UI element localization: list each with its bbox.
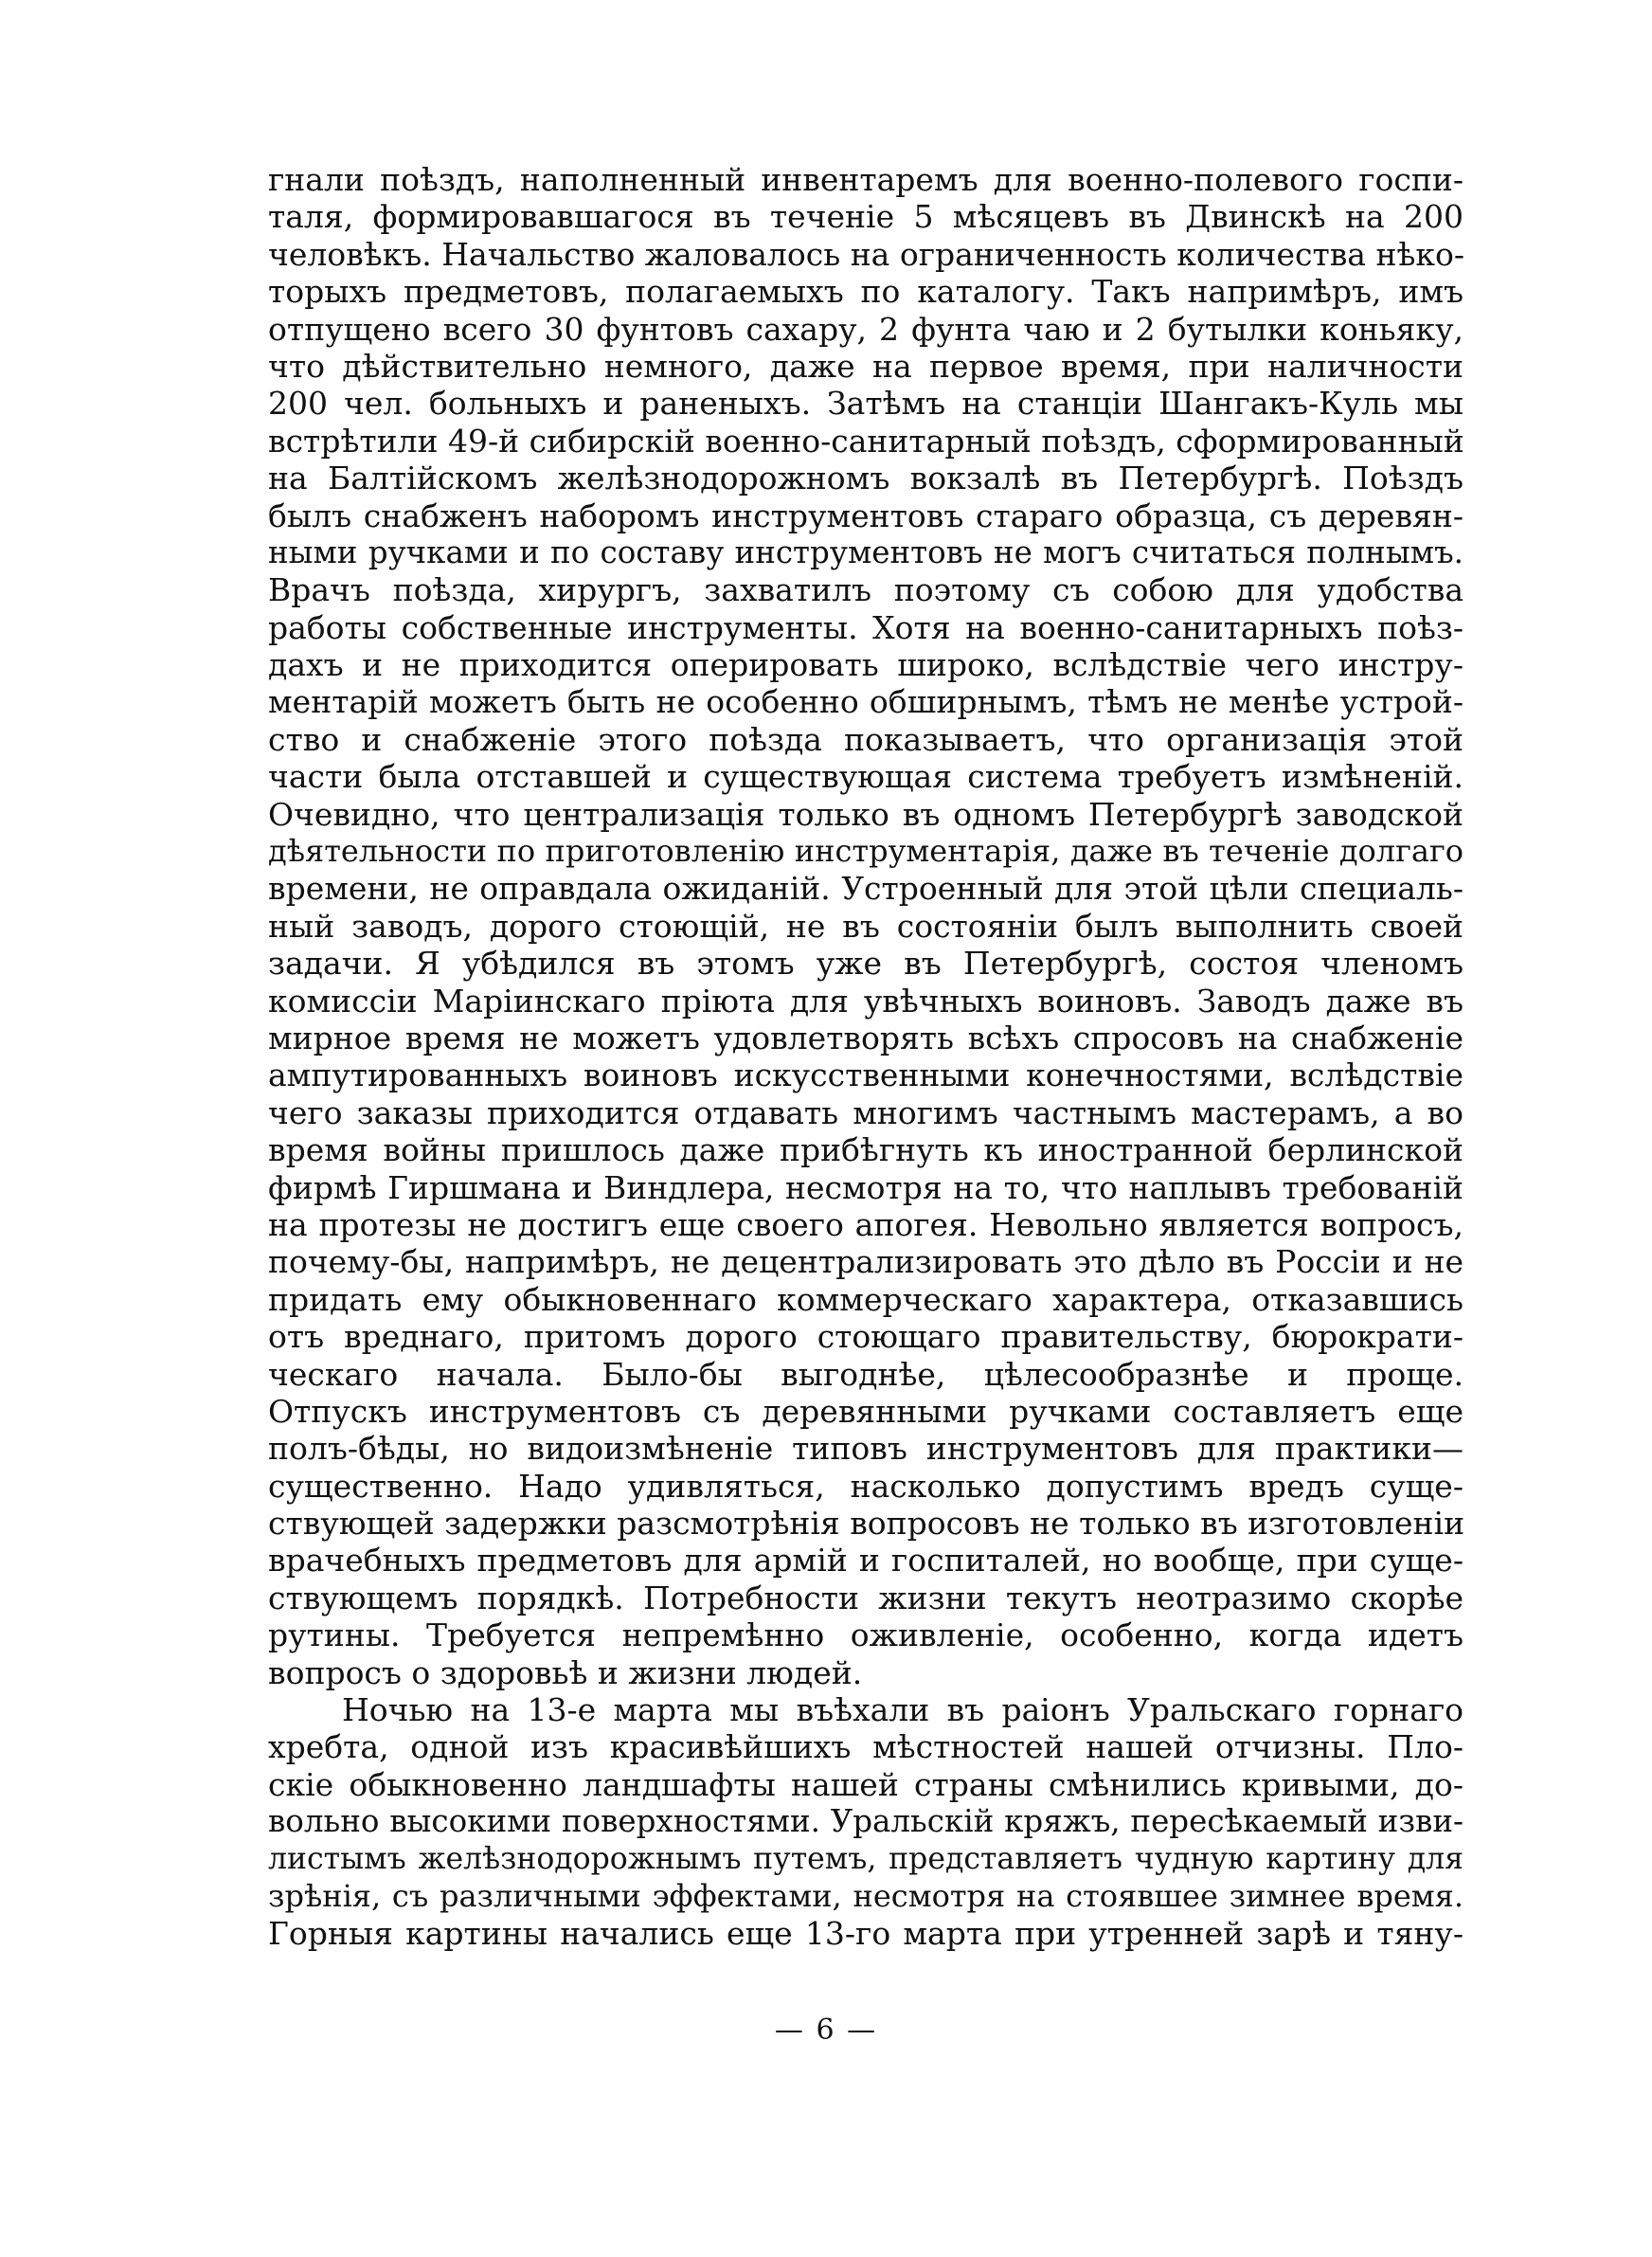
text-line: ство и снабженіе этого поѣзда показываетъ, что организація этой (268, 720, 1463, 758)
text-line: Ночью на 13-е марта мы въѣхали въ раіонъ Уральскаго горнаго (342, 1691, 1463, 1729)
text-line: ный заводъ, дорого стоющій, не въ состояніи былъ выполнить своей (268, 907, 1463, 945)
text-line: скіе обыкновенно ландшафты нашей страны смѣнились кривыми, до- (268, 1765, 1463, 1803)
text-line: части была отставшей и существующая система требуетъ измѣненій. (268, 758, 1463, 796)
text-line: время войны пришлось даже прибѣгнуть къ иностранной берлинской (268, 1131, 1463, 1169)
text-line: вольно высокими поверхностями. Уральскій кряжъ, пересѣкаемый изви- (268, 1803, 1463, 1840)
text-line: существенно. Надо удивляться, насколько допустимъ вредъ суще- (268, 1467, 1463, 1505)
text-line: ческаго начала. Было-бы выгоднѣе, цѣлесообразнѣе и проще. (268, 1355, 1463, 1393)
text-line: таля, формировавшагося въ теченіе 5 мѣсяцевъ въ Двинскѣ на 200 (268, 198, 1463, 236)
text-line: Врачъ поѣзда, хирургъ, захватилъ поэтому съ собою для удобства (268, 571, 1463, 609)
text-line: отъ вреднаго, притомъ дорого стоющаго правительству, бюрократи- (268, 1318, 1463, 1356)
text-line: ментарій можетъ быть не особенно обширнымъ, тѣмъ не менѣе устрой- (268, 683, 1463, 721)
text-line: зрѣнія, съ различными эффектами, несмотря на стоявшее зимнее время. (268, 1877, 1463, 1914)
text-line: времени, не оправдала ожиданій. Устроенный для этой цѣли специаль- (268, 870, 1463, 908)
text-line: отпущено всего 30 фунтовъ сахару, 2 фунта чаю и 2 бутылки коньяку, (268, 310, 1463, 348)
text-line: торыхъ предметовъ, полагаемыхъ по каталогу. Такъ напримѣръ, имъ (268, 273, 1463, 311)
text-line: Горныя картины начались еще 13-го марта при утренней зарѣ и тяну- (268, 1915, 1463, 1953)
text-line: придать ему обыкновеннаго коммерческаго характера, отказавшись (268, 1280, 1463, 1318)
text-line: полъ-бѣды, но видоизмѣненіе типовъ инструментовъ для практики— (268, 1430, 1463, 1468)
text-line: хребта, одной изъ красивѣйшихъ мѣстностей нашей отчизны. Пло- (268, 1728, 1463, 1766)
body-text (268, 161, 1463, 1953)
text-line: рутины. Требуется непремѣнно оживленіе, особенно, когда идетъ (268, 1616, 1463, 1654)
text-line: на Балтійскомъ желѣзнодорожномъ вокзалѣ въ Петербургѣ. Поѣздъ (268, 460, 1463, 497)
text-line: что дѣйствительно немного, даже на первое время, при наличности (268, 347, 1463, 385)
text-line: встрѣтили 49-й сибирскій военно-санитарный поѣздъ, сформированный (268, 422, 1464, 460)
page-number: — 6 — (774, 2013, 878, 2047)
text-line: Отпускъ инструментовъ съ деревянными ручками составляетъ еще (268, 1392, 1463, 1430)
text-line: почему-бы, напримѣръ, не децентрализировать это дѣло въ Россіи и не (268, 1243, 1463, 1281)
text-line: листымъ желѣзнодорожнымъ путемъ, представляетъ чудную картину для (268, 1841, 1463, 1876)
text-line: работы собственные инструменты. Хотя на военно-санитарныхъ поѣз- (268, 608, 1463, 646)
text-line: задачи. Я убѣдился въ этомъ уже въ Петербургѣ, состоя членомъ (268, 945, 1463, 983)
text-line: фирмѣ Гиршмана и Виндлера, несмотря на то, что наплывъ требованій (268, 1168, 1463, 1206)
text-line: былъ снабженъ наборомъ инструментовъ стараго образца, съ деревян- (268, 497, 1463, 534)
text-line: ампутированныхъ воиновъ искусственными конечностями, вслѣдствіе (268, 1056, 1463, 1094)
text-line: комиссіи Маріинскаго пріюта для увѣчныхъ воиновъ. Заводъ даже въ (268, 982, 1463, 1020)
text-line: ными ручками и по составу инструментовъ не могъ считаться полнымъ. (268, 533, 1463, 570)
text-line: чего заказы приходится отдавать многимъ частнымъ мастерамъ, а во (268, 1093, 1463, 1131)
text-line: мирное время не можетъ удовлетворять всѣхъ спросовъ на снабженіе (268, 1019, 1463, 1056)
text-line: дѣятельности по приготовленію инструментарія, даже въ теченіе долгаго (268, 833, 1463, 870)
text-line: Очевидно, что централизація только въ одномъ Петербургѣ заводской (268, 795, 1463, 833)
text-line: 200 чел. больныхъ и раненыхъ. Затѣмъ на станціи Шангакъ-Куль мы (268, 385, 1463, 423)
text-line: вопросъ о здоровьѣ и жизни людей. (268, 1653, 863, 1691)
text-line: на протезы не достигъ еще своего апогея. Невольно является вопросъ, (268, 1205, 1463, 1243)
text-line: ствующемъ порядкѣ. Потребности жизни текутъ неотразимо скорѣе (268, 1579, 1463, 1616)
text-line: ствующей задержки разсмотрѣнія вопросовъ не только въ изготовленіи (268, 1505, 1465, 1543)
text-line: человѣкъ. Начальство жаловалось на ограниченность количества нѣко- (268, 235, 1465, 273)
text-line: дахъ и не приходится оперировать широко, вслѣдствіе чего инстру- (268, 646, 1463, 684)
text-line: гнали поѣздъ, наполненный инвентаремъ для военно-полевого госпи- (268, 161, 1463, 198)
text-line: врачебныхъ предметовъ для армій и госпиталей, но вообще, при суще- (268, 1542, 1463, 1580)
